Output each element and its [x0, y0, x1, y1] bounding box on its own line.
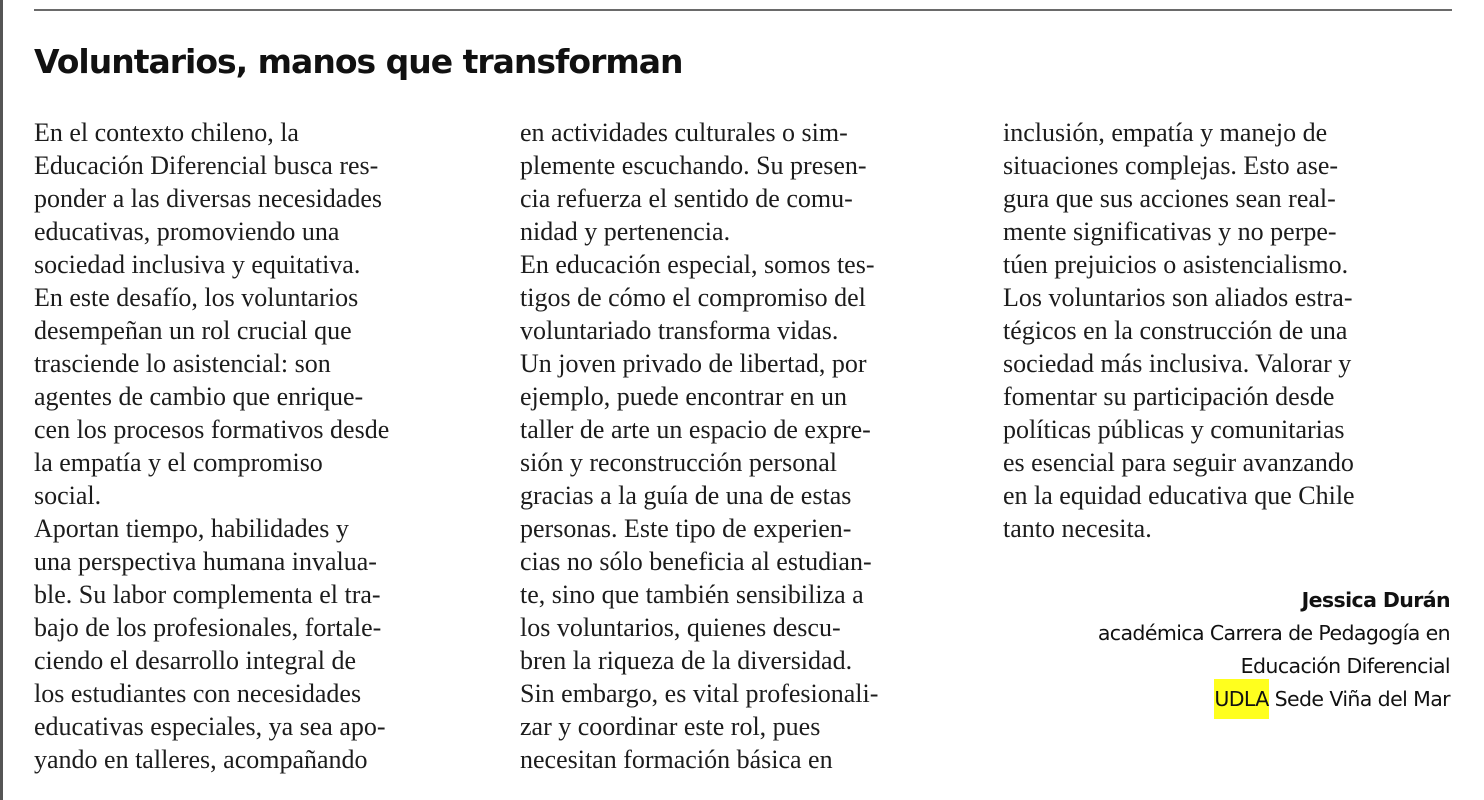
text-line: bajo de los profesionales, fortale- — [34, 613, 382, 642]
institution-highlight: UDLA — [1214, 679, 1268, 719]
text-line: es esencial para seguir avanzando — [1003, 448, 1354, 477]
text-line: voluntariado transforma vidas. — [520, 316, 839, 345]
text-line: Un joven privado de libertad, por — [520, 349, 867, 378]
top-rule — [34, 9, 1452, 11]
text-line: desempeñan un rol crucial que — [34, 316, 352, 345]
text-line: cen los procesos formativos desde — [34, 415, 390, 444]
text-line: gracias a la guía de una de estas — [520, 481, 852, 510]
text-line: en actividades culturales o sim- — [520, 118, 848, 147]
text-line: educativas, promoviendo una — [34, 217, 340, 246]
text-line: ponder a las diversas necesidades — [34, 184, 382, 213]
text-line: taller de arte un espacio de expre- — [520, 415, 871, 444]
text-line: Educación Diferencial busca res- — [34, 151, 379, 180]
article-headline: Voluntarios, manos que transforman — [34, 42, 683, 81]
text-line: necesitan formación básica en — [520, 745, 833, 774]
text-line: túen prejuicios o asistencialismo. — [1003, 250, 1349, 279]
text-line: políticas públicas y comunitarias — [1003, 415, 1345, 444]
campus-name: Sede Viña del Mar — [1274, 687, 1450, 711]
text-line: Sin embargo, es vital profesionali- — [520, 679, 879, 708]
text-line: situaciones complejas. Esto ase- — [1003, 151, 1339, 180]
text-line: bren la riqueza de la diversidad. — [520, 646, 853, 675]
text-line: Aportan tiempo, habilidades y — [34, 514, 349, 543]
author-signature — [1098, 584, 1450, 716]
left-column-rule — [0, 0, 3, 800]
author-institution-line — [1098, 683, 1450, 716]
text-line: mente significativas y no perpe- — [1003, 217, 1337, 246]
text-line: te, sino que también sensibiliza a — [520, 580, 864, 609]
text-line: gura que sus acciones sean real- — [1003, 184, 1336, 213]
author-role-line-1: académica Carrera de Pedagogía en — [1097, 621, 1450, 645]
article-column-3 — [1003, 116, 1355, 545]
text-line: sión y reconstrucción personal — [520, 448, 837, 477]
text-line: Los voluntarios son aliados estra- — [1003, 283, 1353, 312]
text-line: los estudiantes con necesidades — [34, 679, 362, 708]
text-line: educativas especiales, ya sea apo- — [34, 712, 386, 741]
text-line: en la equidad educativa que Chile — [1003, 481, 1355, 510]
text-line: personas. Este tipo de experien- — [520, 514, 852, 543]
text-line: cia refuerza el sentido de comu- — [520, 184, 853, 213]
author-role-line-2: Educación Diferencial — [1240, 654, 1450, 678]
text-line: los voluntarios, quienes descu- — [520, 613, 841, 642]
text-line: En este desafío, los voluntarios — [34, 283, 359, 312]
text-line: tanto necesita. — [1003, 514, 1152, 543]
text-line: En el contexto chileno, la — [34, 118, 299, 147]
text-line: sociedad inclusiva y equitativa. — [34, 250, 361, 279]
text-line: tigos de cómo el compromiso del — [520, 283, 866, 312]
text-line: tégicos en la construcción de una — [1003, 316, 1348, 345]
text-line: sociedad más inclusiva. Valorar y — [1003, 349, 1352, 378]
article-column-2 — [520, 116, 878, 776]
text-line: inclusión, empatía y manejo de — [1003, 118, 1328, 147]
text-line: plemente escuchando. Su presen- — [520, 151, 867, 180]
text-line: agentes de cambio que enrique- — [34, 382, 364, 411]
text-line: En educación especial, somos tes- — [520, 250, 875, 279]
text-line: yando en talleres, acompañando — [34, 745, 368, 774]
text-line: una perspectiva humana invalua- — [34, 547, 377, 576]
text-line: zar y coordinar este rol, pues — [520, 712, 821, 741]
text-line: fomentar su participación desde — [1003, 382, 1335, 411]
text-line: nidad y pertenencia. — [520, 217, 731, 246]
text-line: la empatía y el compromiso — [34, 448, 323, 477]
text-line: social. — [34, 481, 102, 510]
article-column-1 — [34, 116, 389, 776]
text-line: ble. Su labor complementa el tra- — [34, 580, 381, 609]
text-line: cias no sólo beneficia al estudian- — [520, 547, 872, 576]
text-line: trasciende lo asistencial: son — [34, 349, 331, 378]
text-line: ciendo el desarrollo integral de — [34, 646, 356, 675]
author-name: Jessica Durán — [1301, 588, 1450, 612]
text-line: ejemplo, puede encontrar en un — [520, 382, 848, 411]
